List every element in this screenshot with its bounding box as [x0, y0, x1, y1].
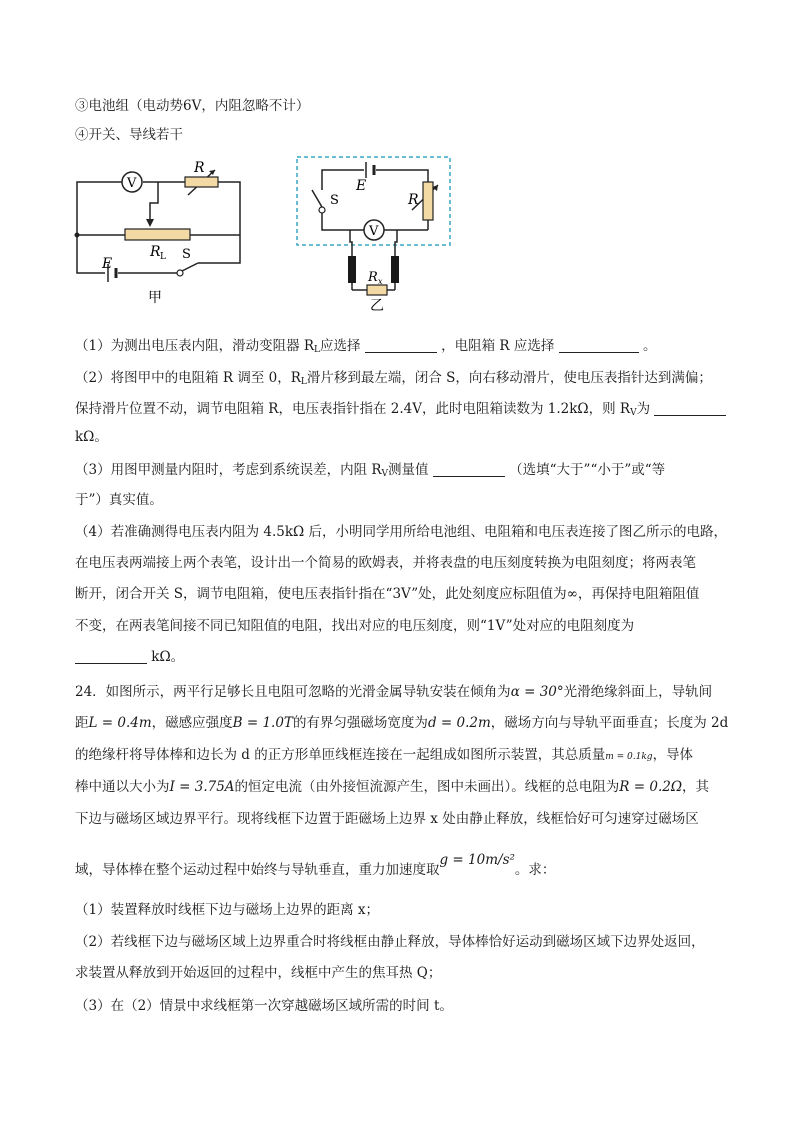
- answer-blank[interactable]: [75, 649, 147, 664]
- box-label-yi: R: [408, 192, 419, 208]
- caption-yi: 乙: [370, 298, 384, 312]
- q24-line5: 下边与磁场区域边界平行。现将线框下边置于距磁场上边界 x 处由静止释放，线框恰好可匀速穿过磁场区: [75, 811, 699, 827]
- answer-blank[interactable]: [433, 462, 505, 477]
- answer-blank[interactable]: [559, 338, 639, 353]
- q23-part2-line3: kΩ。: [75, 429, 108, 445]
- circuit-figure-yi: [292, 152, 462, 312]
- rheostat-sub-jia: L: [160, 252, 166, 262]
- rheostat-label-jia: R: [150, 244, 161, 260]
- q23-part3-line1: （3）用图甲测量内阻时，考虑到系统误差，内阻 $R_V$测量值 （选填“大于”“小于”或“等: [75, 462, 666, 479]
- q24-sub2-line2: 求装置从释放到开始返回的过程中，线框中产生的焦耳热 Q；: [75, 965, 442, 981]
- q24-sub1: （1）装置释放时线框下边与磁场上边界的距离 x；: [75, 902, 379, 918]
- item-switch: ④开关、导线若干: [75, 127, 183, 143]
- resistor-sub-yi: x: [378, 277, 383, 286]
- circuit-figure-jia: [70, 155, 250, 305]
- resistor-label-yi: R: [368, 270, 378, 285]
- q24-line6: 域，导体棒在整个运动过程中始终与导轨垂直，重力加速度取g = 10m/s²。求：: [75, 852, 556, 878]
- q24-line2: 距L = 0.4m，磁感应强度B = 1.0T的有界匀强磁场宽度为d = 0.2m，磁场方向与导轨平面垂直；长度为 2d: [75, 715, 729, 731]
- q24-line3: 的绝缘杆将导体棒和边长为 d 的正方形单匝线框连接在一起组成如图所示装置，其总质量m = 0.1kg，导体: [75, 747, 694, 763]
- q23-part4-line2: 在电压表两端接上两个表笔，设计出一个简易的欧姆表，并将表盘的电压刻度转换为电阻刻度；将两表笔: [75, 555, 696, 571]
- battery-label-jia: E: [102, 256, 113, 272]
- q24-line4: 棒中通以大小为I = 3.75A的恒定电流（由外接恒流源产生，图中未画出）。线框的总电阻为R = 0.2Ω，其: [75, 779, 710, 795]
- q24-sub3: （3）在（2）情景中求线框第一次穿越磁场区域所需的时间 t。: [75, 998, 453, 1014]
- caption-jia: 甲: [148, 290, 162, 305]
- answer-blank[interactable]: [365, 338, 437, 353]
- q24-sub2-line1: （2）若线框下边与磁场区域上边界重合时将线框由静止释放，导体棒恰好运动到磁场区域下边界处返回，: [75, 934, 705, 950]
- q24-line1: 24．如图所示，两平行足够长且电阻可忽略的光滑金属导轨安装在倾角为α = 30°光滑绝缘斜面上，导轨间: [75, 684, 713, 700]
- battery-label-yi: E: [356, 178, 367, 194]
- q23-part4-line5: kΩ。: [75, 647, 184, 667]
- q23-part4-line3: 断开，闭合开关 S，调节电阻箱，使电压表指针指在“3V”处，此处刻度应标阻值为∞，再保持电阻箱阻值: [75, 586, 700, 602]
- answer-blank[interactable]: [654, 401, 726, 416]
- item-battery: ③电池组（电动势6V，内阻忽略不计）: [75, 98, 310, 114]
- q23-part3-line2: 于”）真实值。: [75, 492, 163, 508]
- switch-label-yi: S: [330, 193, 339, 208]
- q23-part1: （1）为测出电压表内阻，滑动变阻器 $R_L$应选择 ，电阻箱 R 应选择 。: [75, 338, 657, 355]
- q23-part4-line4: 不变，在两表笔间接不同已知阻值的电阻，找出对应的电压刻度，则“1V”处对应的电阻刻度为: [75, 618, 635, 634]
- switch-label-jia: S: [182, 247, 191, 262]
- q23-part4-line1: （4）若准确测得电压表内阻为 4.5kΩ 后，小明同学用所给电池组、电阻箱和电压表连接了图乙所示的电路，: [75, 524, 728, 540]
- q23-part2-line1: （2）将图甲中的电阻箱 R 调至 0，$R_L$滑片移到最左端，闭合 S，向右移动滑片，使电压表指针达到满偏；: [75, 370, 712, 387]
- box-label-jia: R: [194, 160, 205, 176]
- voltmeter-label-jia: V: [127, 176, 137, 191]
- q23-part2-line2: 保持滑片位置不动，调节电阻箱 R，电压表指针指在 2.4V，此时电阻箱读数为 1.2kΩ，则 $R_V$为: [75, 399, 726, 423]
- voltmeter-label-yi: V: [369, 224, 379, 239]
